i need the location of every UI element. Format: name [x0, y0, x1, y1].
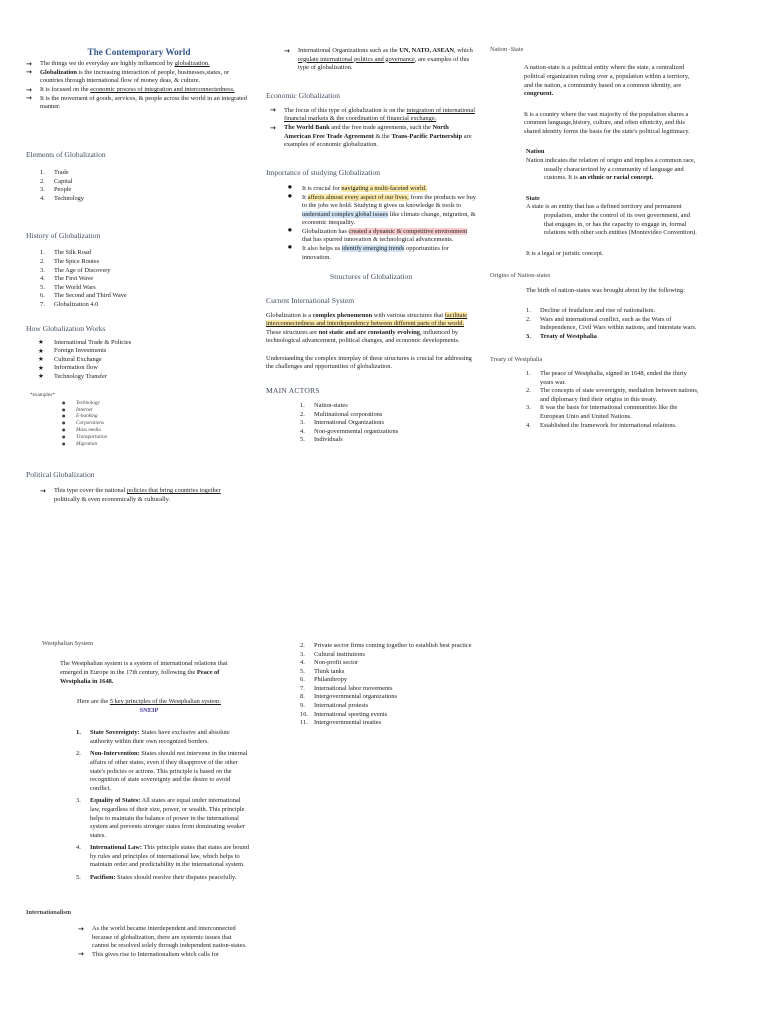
- list-item: 3. International Organizations: [300, 419, 384, 427]
- list-item: → As the world became interdependent and interconnected because of globalization, there are systemic issues that cannot be resolved solely through independent nation-states.: [78, 925, 248, 951]
- understanding-paragraph: Understanding the complex interplay of these structures is crucial for addressing the challenges and opportunities of globalization.: [266, 354, 472, 371]
- westphalian-paragraph: The Westphalian system is a system of international relations that emerged in Europe in the 17th century, following the Peace of Westphalia in 1648.: [60, 660, 228, 685]
- list-item: → The focus of this type of globalization is on the integration of international financial markets & the coordination of financial exchange.: [270, 107, 476, 124]
- list-item: 4. Non-governmental organizations: [300, 427, 399, 435]
- list-item: 9. International protests: [300, 702, 369, 710]
- list-item: ● It also helps us identify emerging trends opportunities for innovation.: [282, 245, 476, 262]
- origins-list: [526, 307, 700, 341]
- list-item: 1. The Silk Road: [40, 249, 91, 257]
- section-heading-elements: Elements of Globalization: [26, 149, 106, 159]
- section-heading-economic: Economic Globalization: [266, 90, 341, 100]
- list-item: 5. Think tanks: [300, 667, 345, 675]
- section-heading-origins: Origins of Nation-states: [490, 272, 551, 280]
- list-item: 7. Globalization 4.0: [40, 300, 99, 308]
- list-item: 2. The concepts of state sovereignty, mediation between nations, and diplomacy find their origins in this treaty.: [526, 387, 699, 403]
- list-item: 1. State Sovereignty: States have exclusive and absolute authority within their own recognized borders.: [76, 729, 230, 745]
- section-heading-structures: Structures of Globalization: [329, 272, 413, 282]
- list-item: 3. People: [40, 186, 72, 194]
- examples-list: [58, 400, 252, 449]
- actors-continued-list: [300, 642, 472, 728]
- nation-state-paragraph-1: A nation-state is a political entity where the state, a centralized political organization ruling over a, population within a territory, and the nation, a community based on a common identity, are congruent.: [524, 64, 690, 98]
- list-item: → This type cover the national policies that bring countries together politically & even economically & culturally.: [40, 487, 236, 504]
- intro-list: [26, 60, 252, 111]
- section-heading-main-actors: MAIN ACTORS: [266, 385, 320, 395]
- list-item: ● Globalization has created a dynamic & competitive environment that has spurred innovation & technological advancements.: [282, 228, 476, 245]
- list-item: → This gives rise to Internationalism which calls for: [78, 951, 248, 960]
- internationalism-list: [78, 925, 248, 959]
- list-item: ● Technology: [58, 400, 252, 407]
- list-item: → The World Bank and the free trade agreements, such the North American Free Trade Agreement & the Trans-Pacific Partnership are examples of economic globalization.: [270, 124, 476, 150]
- list-item: 4. Non-profit sector: [300, 659, 359, 667]
- list-item: ★ International Trade & Policies: [36, 339, 252, 348]
- list-item: → International Organizations such as the UN, NATO, ASEAN, which regulate international politics and governance, are examples of this type of globalization.: [284, 47, 476, 73]
- nation-label: Nation: [526, 148, 545, 156]
- list-item: ● Internet: [58, 407, 252, 414]
- nation-paragraph: Nation indicates the relation of origin and implies a common race, usually characterized by a community of language and customs. It is an ethnic or racial concept.: [526, 157, 696, 182]
- sneip-acronym: SNEIP: [139, 706, 159, 714]
- section-heading-internationalism: Internationalism: [26, 908, 72, 916]
- list-item: ● It is crucial for navigating a multi-faceted world.: [282, 185, 476, 194]
- principles-intro: Here are the 5 key principles of the Westphalian system:: [76, 698, 221, 706]
- current-system-paragraph: Globalization is a complex phenomenon with various structures that facilitate interconnectedness and interdependency between different parts of the world. These structures are not static and are constantly evolving, influenced by technological advancement, political changes, and economic developments.: [266, 311, 468, 345]
- political-list: [40, 487, 236, 504]
- treaty-list: [526, 370, 700, 430]
- section-heading-current-system: Current International System: [266, 296, 355, 306]
- list-item: 1. Trade: [40, 168, 69, 176]
- list-item: ● It affects almost every aspect of our lives, from the products we buy to the jobs we hold. Studying it gives us knowledge & tools to understand complex global issues like climate change, migration, & economic inequality.: [282, 194, 476, 228]
- list-item: 5. Individuals: [300, 436, 343, 444]
- nation-state-paragraph-2: It is a country where the vast majority of the population shares a common language,history, culture, and often ethnicity, and this shared identity forms the basis for the state's political legitimacy.: [524, 110, 690, 135]
- list-item: 3. Equality of States: All states are equal under international law, regardless of their size, power, or wealth. This principle helps to maintain the balance of power in the international system and prevents stronger states from dominating weaker states.: [76, 797, 245, 839]
- list-item: 5. Pacifism: States should resolve their disputes peacefully.: [76, 874, 237, 881]
- list-item: → It is the movement of goods, services, & people across the world in an integrated manner.: [26, 95, 252, 112]
- legal-concept-paragraph: It is a legal or juristic concept.: [526, 249, 604, 257]
- state-paragraph: A state is an entity that has a defined territory and permanent population, under the control of its own government, and that engages in, or has the capacity to engage in, formal relations with other such entities (Montevideo Convention).: [526, 203, 697, 237]
- list-item: ★ Cultural Exchange: [36, 356, 252, 365]
- examples-label: *examples*: [30, 391, 55, 398]
- section-heading-history: History of Globalization: [26, 231, 101, 241]
- intl-org-list: [284, 47, 476, 73]
- page-2: [0, 628, 768, 1024]
- document-title: The Contemporary World: [87, 47, 191, 57]
- page2-column-1: [26, 628, 256, 959]
- list-item: ★ Technology Transfer: [36, 373, 252, 382]
- importance-list: [282, 185, 476, 262]
- section-heading-how-works: How Globalization Works: [26, 323, 106, 333]
- list-item: ★ Foreign Investments: [36, 347, 252, 356]
- elements-list: [40, 169, 252, 203]
- list-item: 3. The Age of Discovery: [40, 266, 111, 274]
- list-item: 7. International labor movements: [300, 684, 393, 692]
- state-label: State: [526, 194, 540, 202]
- list-item: 8. Intergovernmental organizations: [300, 693, 397, 701]
- section-heading-westphalian: Westphalian System: [42, 640, 94, 647]
- origins-intro: The birth of nation-states was brought about by the following:: [526, 286, 685, 294]
- actors-list: [300, 402, 476, 445]
- list-item: 2. Wars and international conflict, such as the Wars of Independence, Civil Wars within nations, and interstate wars.: [526, 315, 697, 332]
- list-item: 2. Capital: [40, 177, 73, 185]
- list-item: 1. The peace of Westphalia, signed in 1648, ended the thirty years war.: [526, 370, 687, 386]
- list-item: 4. International Law: This principle states that states are bound by rules and principles of international law, which helps to maintain order and predictability in the international system.: [76, 844, 249, 869]
- page1-column-3: [490, 0, 700, 430]
- list-item: ● Migration: [58, 441, 252, 448]
- list-item: 2. Private sector firms coming together to establish best practice: [300, 642, 472, 649]
- list-item: → The things we do everyday are highly influenced by globalization.: [26, 60, 252, 69]
- section-heading-political: Political Globalization: [26, 470, 95, 480]
- list-item: 4. Established the framework for international relations.: [526, 421, 677, 429]
- list-item: → Globalization is the increasing interaction of people, businesses,states, or countries through international flow of money deas, & culture.: [26, 69, 252, 86]
- works-list: [36, 339, 252, 382]
- list-item: 1. Decline of feudalism and rise of nationalism.: [526, 307, 656, 315]
- list-item: ● Corporations: [58, 420, 252, 427]
- list-item: 2. Non-Intervention: States should not intervene in the internal affairs of other states, even if they disapprove of the other state's policies or actions. This principle is based on the recognition of state sovereignty and the desire to avoid conflict.: [76, 750, 248, 792]
- list-item: ● Transportation: [58, 434, 252, 441]
- section-heading-nation-state: Nation -State: [490, 46, 524, 53]
- list-item: 11. Intergovernmental treaties: [300, 719, 382, 727]
- list-item: 2. Multinational corporations: [300, 410, 383, 418]
- list-item: 4. The First Wave: [40, 275, 94, 283]
- economic-list: [270, 107, 476, 150]
- list-item: 1. Nation-states: [300, 402, 348, 410]
- list-item: 6. The Second and Third Wave: [40, 292, 127, 300]
- list-item: 2. The Spice Routes: [40, 258, 100, 266]
- section-heading-importance: Importance of studying Globalization: [266, 167, 381, 177]
- list-item: 3. Cultural institutions: [300, 650, 365, 658]
- principles-list: [76, 729, 252, 882]
- page1-column-2: [266, 0, 476, 445]
- list-item: 6. Philanthropy: [300, 676, 348, 684]
- section-heading-treaty: Treaty of Westphalia: [490, 355, 543, 363]
- page1-column-1: [26, 0, 252, 505]
- list-item: → It is focused on the economic process of integration and interconnectedness.: [26, 86, 252, 95]
- list-item: 3. Treaty of Westphalia: [526, 333, 597, 341]
- list-item: 4. Technology: [40, 194, 85, 202]
- list-item: 3. It was the basis for international communities like the European Unio and United Nations.: [526, 404, 678, 420]
- list-item: ● Mass media: [58, 427, 252, 434]
- list-item: 10. International sporting events: [300, 710, 388, 718]
- list-item: 5. The World Wars: [40, 283, 96, 291]
- list-item: ● E-banking: [58, 413, 252, 420]
- history-list: [40, 249, 252, 309]
- page2-column-2: [266, 628, 476, 728]
- list-item: ★ Information flow: [36, 364, 252, 373]
